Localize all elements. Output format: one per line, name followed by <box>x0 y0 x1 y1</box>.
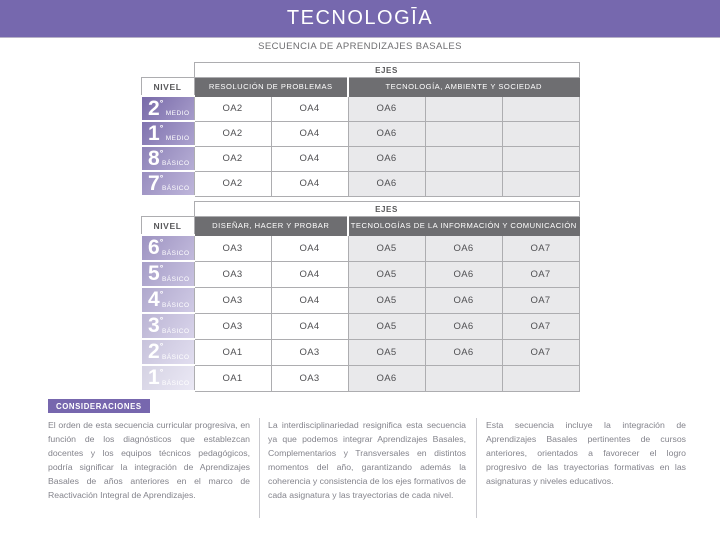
oa-cell: OA6 <box>348 146 425 171</box>
oa-cell <box>502 146 579 171</box>
level-number: 2° <box>148 339 164 363</box>
nivel-header: NIVEL <box>141 78 194 97</box>
oa-cell: OA3 <box>194 287 271 313</box>
oa-cell: OA1 <box>194 339 271 365</box>
table-row <box>141 121 579 146</box>
column-divider <box>476 418 477 518</box>
oa-cell <box>502 365 579 391</box>
level-label: BÁSICO <box>161 250 190 257</box>
level-number: 1° <box>148 121 164 145</box>
oa-cell: OA4 <box>271 235 348 261</box>
degree-symbol: ° <box>159 340 164 351</box>
oa-cell: OA7 <box>502 339 579 365</box>
oa-cell: OA4 <box>271 171 348 196</box>
axis-header-row <box>141 78 579 97</box>
oa-cell: OA3 <box>271 365 348 391</box>
oa-cell: OA7 <box>502 235 579 261</box>
oa-cell: OA6 <box>425 261 502 287</box>
level-cell-gradient <box>142 122 194 145</box>
level-cell <box>141 339 194 365</box>
level-cell <box>141 235 194 261</box>
oa-cell: OA4 <box>271 313 348 339</box>
level-number: 2° <box>148 96 164 120</box>
oa-cell: OA5 <box>348 313 425 339</box>
level-cell <box>141 171 194 196</box>
oa-cell: OA2 <box>194 146 271 171</box>
level-cell <box>141 261 194 287</box>
oa-cell: OA7 <box>502 261 579 287</box>
oa-cell: OA5 <box>348 287 425 313</box>
table-row <box>141 365 579 391</box>
page-subtitle: SECUENCIA DE APRENDIZAJES BASALES <box>258 41 462 52</box>
level-number: 4° <box>148 287 164 311</box>
level-number: 5° <box>148 261 164 285</box>
sequence-table-2 <box>140 201 580 392</box>
considerations-paragraph-2: La interdisciplinariedad resignifica esta secuencia ya que podemos integrar Aprendizajes Basales, Complementarios y Transversales en distintos momentos del año, garantizando además la coherencia y consistencia de los ejes formativos de cada asignatura y las trayectorias de cada nivel. <box>268 420 466 501</box>
level-label: BÁSICO <box>161 354 190 361</box>
degree-symbol: ° <box>159 288 164 299</box>
oa-cell: OA6 <box>425 287 502 313</box>
oa-cell: OA1 <box>194 365 271 391</box>
oa-cell <box>502 171 579 196</box>
corner-spacer <box>141 202 194 217</box>
oa-cell <box>425 171 502 196</box>
nivel-header: NIVEL <box>141 217 194 236</box>
level-cell-gradient <box>142 366 194 390</box>
axis-group-header-1: RESOLUCIÓN DE PROBLEMAS <box>194 78 348 97</box>
axis-header-row <box>141 217 579 236</box>
degree-symbol: ° <box>159 122 164 133</box>
level-cell <box>141 365 194 391</box>
level-label: BÁSICO <box>161 185 190 192</box>
oa-cell: OA5 <box>348 261 425 287</box>
table-row <box>141 313 579 339</box>
oa-cell: OA2 <box>194 171 271 196</box>
ejes-row <box>141 63 579 78</box>
oa-cell <box>502 96 579 121</box>
level-number: 3° <box>148 313 164 337</box>
level-label: BÁSICO <box>161 328 190 335</box>
corner-spacer <box>141 63 194 78</box>
oa-cell: OA3 <box>194 261 271 287</box>
oa-cell: OA6 <box>348 365 425 391</box>
axis-group-header-1: DISEÑAR, HACER Y PROBAR <box>194 217 348 236</box>
level-cell-gradient <box>142 314 194 338</box>
table-row <box>141 261 579 287</box>
degree-symbol: ° <box>159 236 164 247</box>
sequence-table-1 <box>140 62 580 197</box>
oa-cell: OA6 <box>348 171 425 196</box>
oa-cell: OA4 <box>271 287 348 313</box>
level-label: BÁSICO <box>161 302 190 309</box>
oa-cell: OA6 <box>425 235 502 261</box>
ejes-row <box>141 202 579 217</box>
oa-cell: OA6 <box>425 339 502 365</box>
level-cell-gradient <box>142 236 194 260</box>
title-banner <box>0 0 720 38</box>
degree-symbol: ° <box>159 147 164 158</box>
oa-cell: OA6 <box>348 121 425 146</box>
table-row <box>141 96 579 121</box>
page-title: TECNOLOGĪA <box>286 7 434 29</box>
considerations-badge: CONSIDERACIONES <box>48 399 150 413</box>
considerations-paragraph-1: El orden de esta secuencia curricular progresiva, en función de los diagnósticos que establezcan docentes y los equipos técnicos pedagógicos, podría significar la integración de Aprendizajes Basales de años anteriores en el marco de Reactivación Integral de Aprendizajes. <box>48 420 250 501</box>
column-divider <box>259 418 260 518</box>
oa-cell <box>502 121 579 146</box>
oa-cell: OA3 <box>271 339 348 365</box>
oa-cell: OA4 <box>271 96 348 121</box>
level-cell-gradient <box>142 147 194 170</box>
level-label: MEDIO <box>165 135 190 142</box>
degree-symbol: ° <box>159 314 164 325</box>
oa-cell: OA7 <box>502 287 579 313</box>
level-cell <box>141 96 194 121</box>
ejes-header: EJES <box>194 202 579 217</box>
degree-symbol: ° <box>159 366 164 377</box>
level-cell <box>141 121 194 146</box>
level-cell-gradient <box>142 172 194 195</box>
oa-cell: OA6 <box>348 96 425 121</box>
oa-cell: OA7 <box>502 313 579 339</box>
level-cell-gradient <box>142 340 194 364</box>
level-cell-gradient <box>142 288 194 312</box>
oa-cell: OA5 <box>348 339 425 365</box>
oa-cell: OA6 <box>425 313 502 339</box>
table-row <box>141 171 579 196</box>
table-row <box>141 146 579 171</box>
axis-group-header-2: TECNOLOGÍAS DE LA INFORMACIÓN Y COMUNICACIÓN <box>348 217 579 236</box>
oa-cell <box>425 96 502 121</box>
level-cell <box>141 287 194 313</box>
level-cell-gradient <box>142 97 194 120</box>
level-number: 8° <box>148 146 164 170</box>
level-cell <box>141 313 194 339</box>
oa-cell: OA2 <box>194 121 271 146</box>
level-number: 7° <box>148 171 164 195</box>
degree-symbol: ° <box>159 172 164 183</box>
level-label: MEDIO <box>165 110 190 117</box>
oa-cell <box>425 146 502 171</box>
level-cell <box>141 146 194 171</box>
oa-cell: OA4 <box>271 121 348 146</box>
oa-cell: OA3 <box>194 235 271 261</box>
table-row <box>141 287 579 313</box>
level-number: 1° <box>148 365 164 389</box>
axis-group-header-2: TECNOLOGÍA, AMBIENTE Y SOCIEDAD <box>348 78 579 97</box>
degree-symbol: ° <box>159 97 164 108</box>
considerations-paragraph-3: Esta secuencia incluye la integración de Aprendizajes Basales pertinentes de cursos anteriores, orientados a favorecer el logro progresivo de las trayectorias formativas en las asignaturas y niveles educativos. <box>486 420 686 487</box>
table-row <box>141 235 579 261</box>
oa-cell: OA2 <box>194 96 271 121</box>
oa-cell: OA3 <box>194 313 271 339</box>
level-label: BÁSICO <box>161 160 190 167</box>
ejes-header: EJES <box>194 63 579 78</box>
oa-cell: OA4 <box>271 146 348 171</box>
oa-cell: OA4 <box>271 261 348 287</box>
oa-cell <box>425 121 502 146</box>
level-cell-gradient <box>142 262 194 286</box>
table-row <box>141 339 579 365</box>
degree-symbol: ° <box>159 262 164 273</box>
level-number: 6° <box>148 235 164 259</box>
level-label: BÁSICO <box>161 380 190 387</box>
level-label: BÁSICO <box>161 276 190 283</box>
oa-cell <box>425 365 502 391</box>
oa-cell: OA5 <box>348 235 425 261</box>
